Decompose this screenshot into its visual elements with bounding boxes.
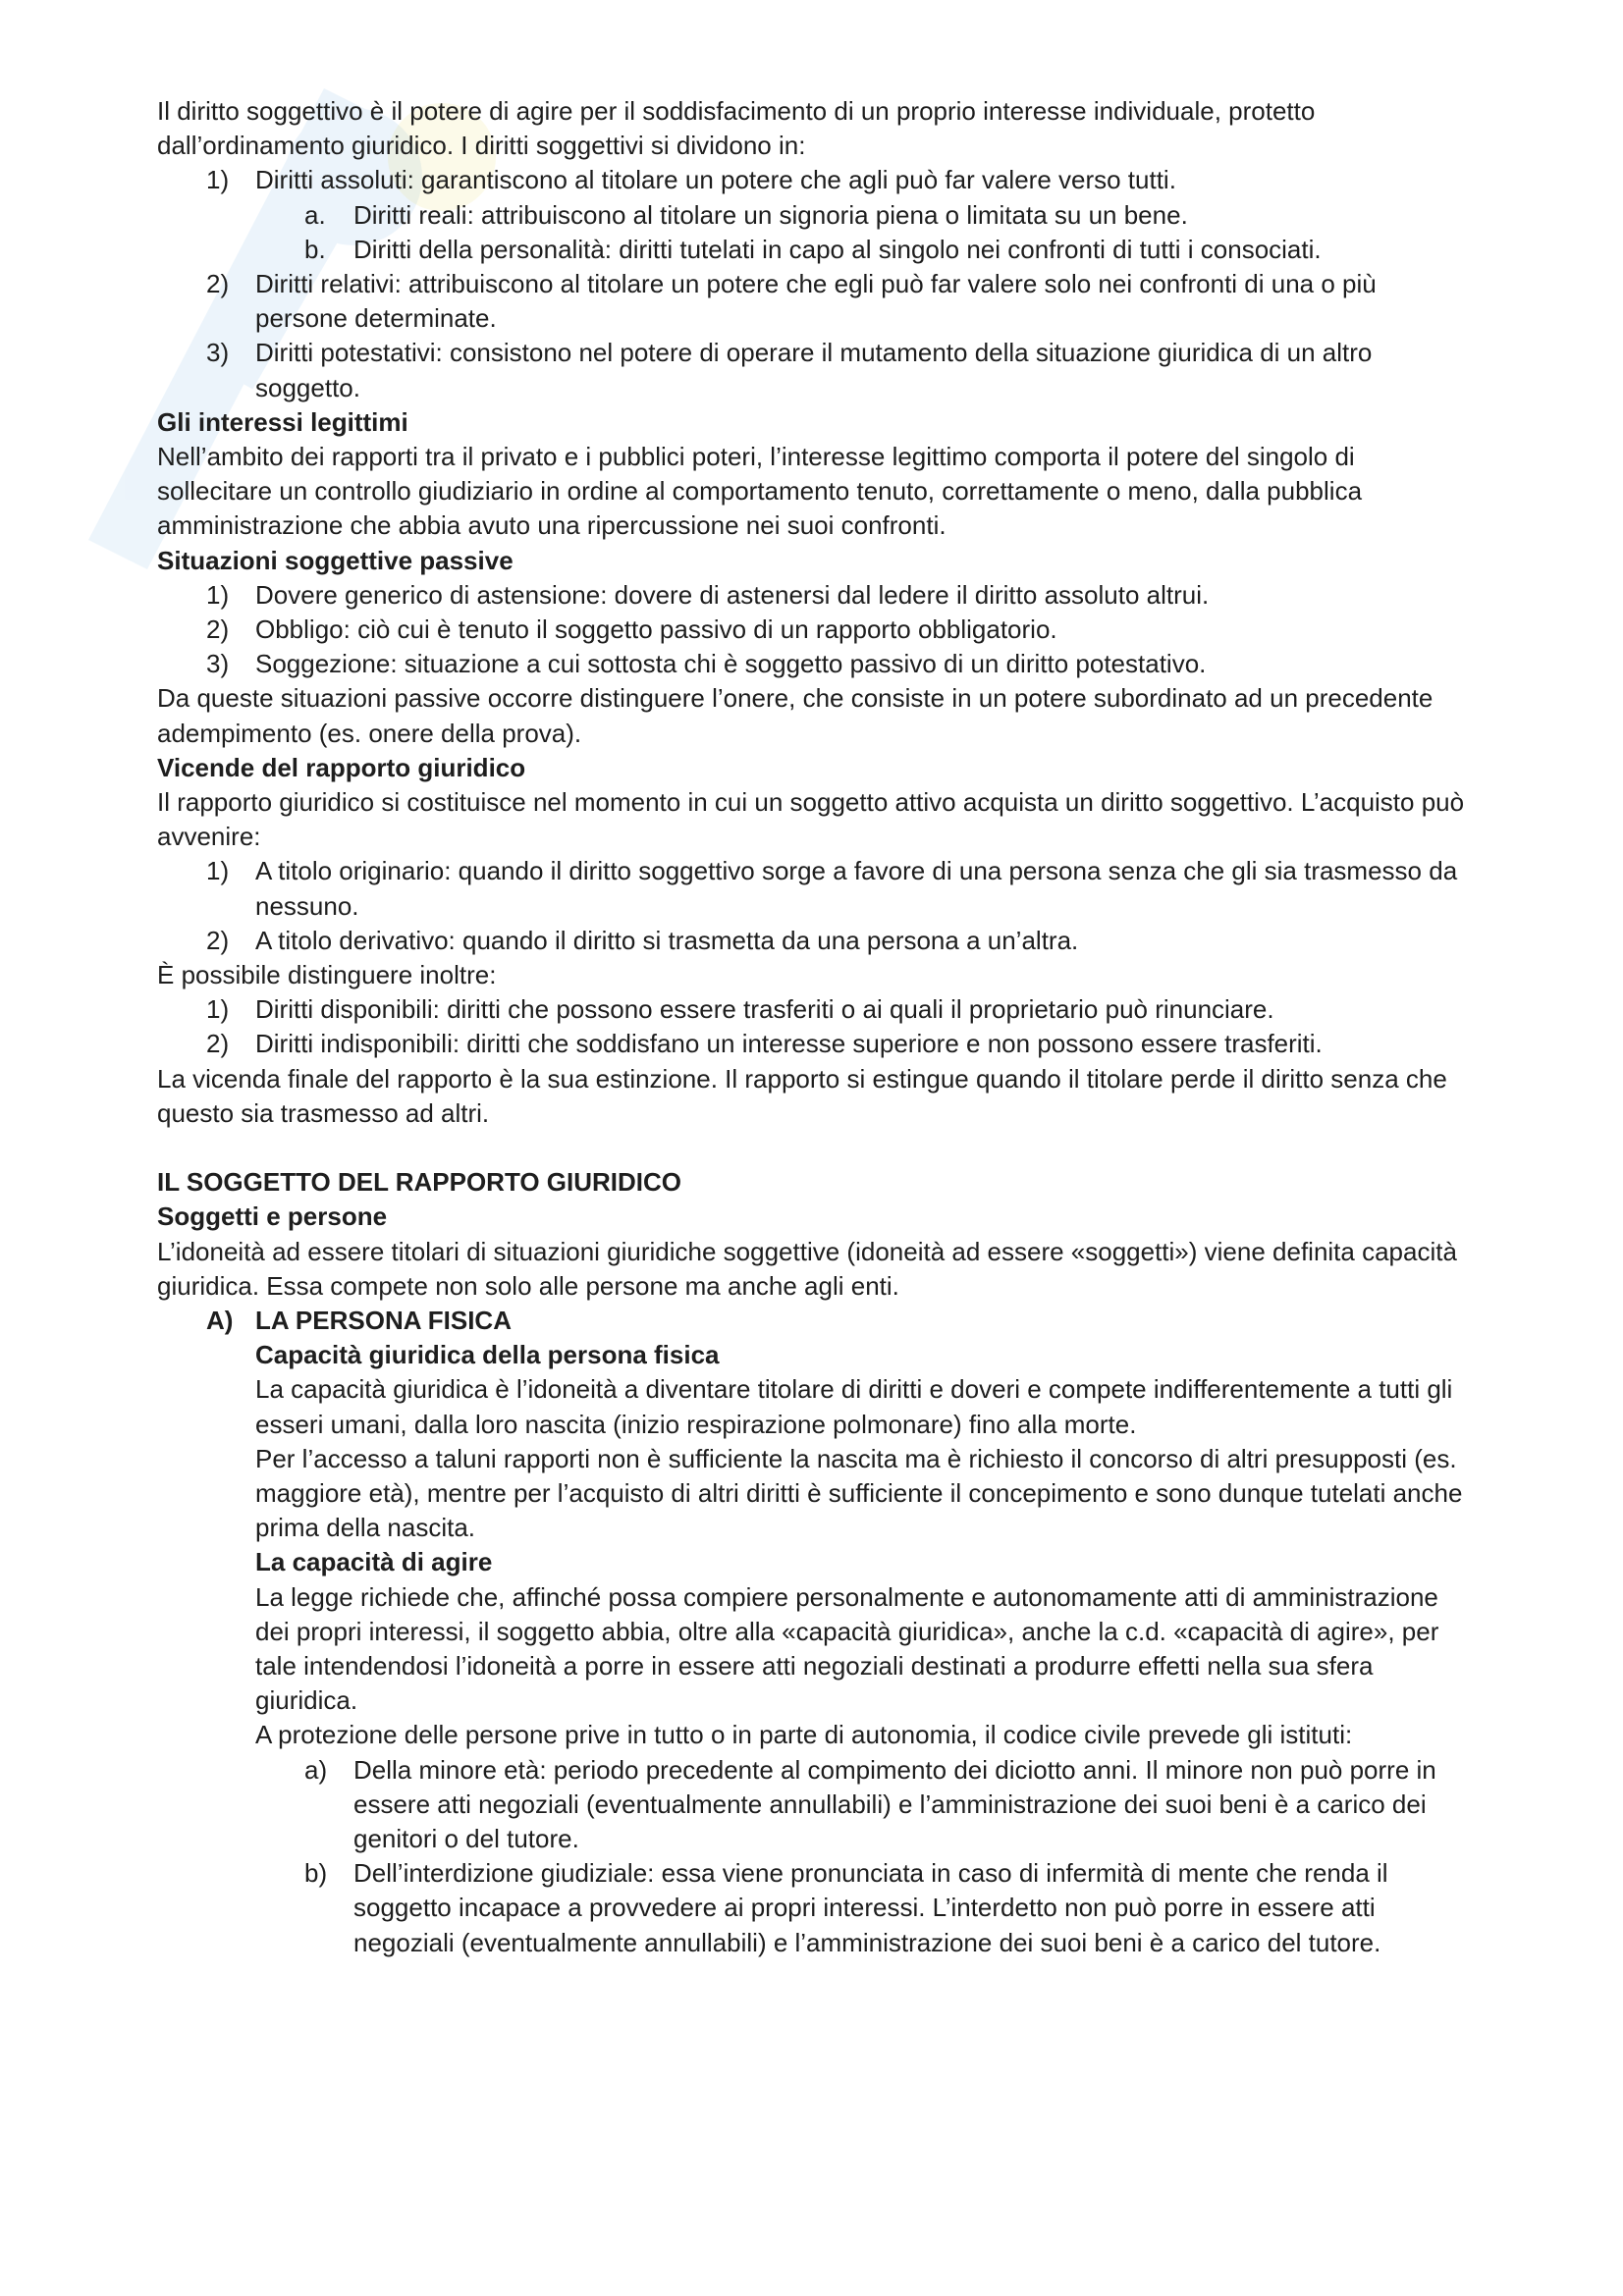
paragraph: Da queste situazioni passive occorre distinguere l’onere, che consiste in un potere subordinato ad un precedente adempimento (es. onere della prova). xyxy=(157,683,1434,748)
section-heading: Situazioni soggettive passive xyxy=(157,545,514,575)
list-number: 2) xyxy=(206,1029,230,1059)
list-item xyxy=(157,1856,1473,1960)
blank-line xyxy=(157,1131,1473,1165)
list-number: 2) xyxy=(206,269,230,299)
list-item xyxy=(157,1753,1473,1857)
paragraph: Il rapporto giuridico si costituisce nel momento in cui un soggetto attivo acquista un diritto soggettivo. L’acquisto può avvenire: xyxy=(157,787,1465,852)
list-item-text: Diritti indisponibili: diritti che soddisfano un interesse superiore e non possono essere trasferiti. xyxy=(255,1029,1323,1059)
paragraph: Il diritto soggettivo è il potere di agire per il soddisfacimento di un proprio interesse individuale, protetto dall’ordinamento giuridico. I diritti soggettivi si dividono in: xyxy=(157,96,1316,161)
paragraph: La vicenda finale del rapporto è la sua estinzione. Il rapporto si estingue quando il titolare perde il diritto senza che questo sia trasmesso ad altri. xyxy=(157,1063,1447,1128)
section-heading: La capacità di agire xyxy=(255,1547,493,1577)
list-item xyxy=(157,267,1473,336)
list-item-text: A titolo originario: quando il diritto soggettivo sorge a favore di una persona senza che gli sia trasmesso da nessuno. xyxy=(255,856,1458,921)
list-item-text: LA PERSONA FISICA xyxy=(255,1305,512,1335)
list-number: 1) xyxy=(206,856,230,886)
list-item-text: Soggezione: situazione a cui sottosta chi è soggetto passivo di un diritto potestativo. xyxy=(255,649,1207,679)
list-item xyxy=(157,613,1473,647)
list-number: A) xyxy=(206,1305,234,1335)
section-heading: IL SOGGETTO DEL RAPPORTO GIURIDICO xyxy=(157,1167,682,1198)
list-item xyxy=(157,992,1473,1027)
list-item-text: Diritti assoluti: garantiscono al titolare un potere che agli può far valere verso tutti. xyxy=(255,165,1176,195)
list-item xyxy=(157,163,1473,197)
document-body xyxy=(157,94,1473,1960)
list-number: b) xyxy=(304,1858,328,1889)
list-number: 3) xyxy=(206,649,230,679)
list-item-text: Diritti reali: attribuiscono al titolare un signoria piena o limitata su un bene. xyxy=(353,199,1188,230)
list-item xyxy=(157,336,1473,404)
section-heading: Vicende del rapporto giuridico xyxy=(157,752,526,782)
list-item-text: Diritti potestativi: consistono nel potere di operare il mutamento della situazione giuridica di un altro soggetto. xyxy=(255,338,1373,402)
list-item xyxy=(157,1304,1473,1338)
list-item-text: Diritti relativi: attribuiscono al titolare un potere che egli può far valere solo nei confronti di una o più persone determinate. xyxy=(255,269,1377,334)
paragraph: È possibile distinguere inoltre: xyxy=(157,960,497,990)
list-item-text: Dovere generico di astensione: dovere di astenersi dal ledere il diritto assoluto altrui. xyxy=(255,579,1210,610)
section-heading: Gli interessi legittimi xyxy=(157,406,408,437)
list-item-text: Obbligo: ciò cui è tenuto il soggetto passivo di un rapporto obbligatorio. xyxy=(255,614,1057,645)
paragraph: La capacità giuridica è l’idoneità a diventare titolare di diritti e doveri e compete indifferentemente a tutti gli esseri umani, dalla loro nascita (inizio respirazione polmonare) fino alla morte. xyxy=(255,1374,1453,1439)
list-number: a) xyxy=(304,1754,328,1785)
paragraph: Nell’ambito dei rapporti tra il privato e i pubblici poteri, l’interesse legittimo comporta il potere del singolo di sollecitare un controllo giudiziario in ordine al comportamento tenuto, correttamente o meno, dalla pubblica amministrazione che abbia avuto una ripercussione nei suoi confronti. xyxy=(157,442,1363,541)
list-item xyxy=(157,854,1473,923)
list-item-text: Diritti della personalità: diritti tutelati in capo al singolo nei confronti di tutti i consociati. xyxy=(353,234,1322,264)
list-item-text: Dell’interdizione giudiziale: essa viene pronunciata in caso di infermità di mente che renda il soggetto incapace a provvedere ai propri interessi. L’interdetto non può porre in essere atti negoziali (eventualmente annullabili) e l’amministrazione dei suoi beni è a carico del tutore. xyxy=(353,1858,1388,1957)
list-item xyxy=(157,924,1473,958)
list-number: 1) xyxy=(206,579,230,610)
list-number: 1) xyxy=(206,994,230,1025)
list-item xyxy=(157,1027,1473,1061)
list-number: a. xyxy=(304,199,326,230)
list-number: 1) xyxy=(206,165,230,195)
list-item-text: A titolo derivativo: quando il diritto si trasmetta da una persona a un’altra. xyxy=(255,925,1079,955)
list-number: 2) xyxy=(206,925,230,955)
paragraph: Per l’accesso a taluni rapporti non è sufficiente la nascita ma è richiesto il concorso di altri presupposti (es. maggiore età), mentre per l’acquisto di altri diritti è sufficiente il concepimento e sono dunque tutelati anche prima della nascita. xyxy=(255,1443,1463,1543)
section-heading: Soggetti e persone xyxy=(157,1201,388,1232)
list-item-text: Della minore età: periodo precedente al compimento dei diciotto anni. Il minore non può porre in essere atti negoziali (eventualmente annullabili) e l’amministrazione dei suoi beni è a carico dei genitori o del tutore. xyxy=(353,1754,1436,1853)
list-number: b. xyxy=(304,234,326,264)
paragraph: La legge richiede che, affinché possa compiere personalmente e autonomamente atti di amministrazione dei propri interessi, il soggetto abbia, oltre alla «capacità giuridica», anche la c.d. «capacità di agire», per tale intendendosi l’idoneità a porre in essere atti negoziali destinati a produrre effetti nella sua sfera giuridica. xyxy=(255,1581,1439,1716)
list-number: 3) xyxy=(206,338,230,368)
paragraph: A protezione delle persone prive in tutto o in parte di autonomia, il codice civile prevede gli istituti: xyxy=(255,1720,1353,1750)
list-item xyxy=(157,578,1473,613)
list-item-text: Diritti disponibili: diritti che possono essere trasferiti o ai quali il proprietario può rinunciare. xyxy=(255,994,1274,1025)
list-number: 2) xyxy=(206,614,230,645)
paragraph: L’idoneità ad essere titolari di situazioni giuridiche soggettive (idoneità ad essere «soggetti») viene definita capacità giuridica. Essa compete non solo alle persone ma anche agli enti. xyxy=(157,1236,1457,1301)
list-item xyxy=(157,647,1473,681)
section-heading: Capacità giuridica della persona fisica xyxy=(255,1340,720,1370)
list-item xyxy=(157,233,1473,267)
list-item xyxy=(157,198,1473,233)
